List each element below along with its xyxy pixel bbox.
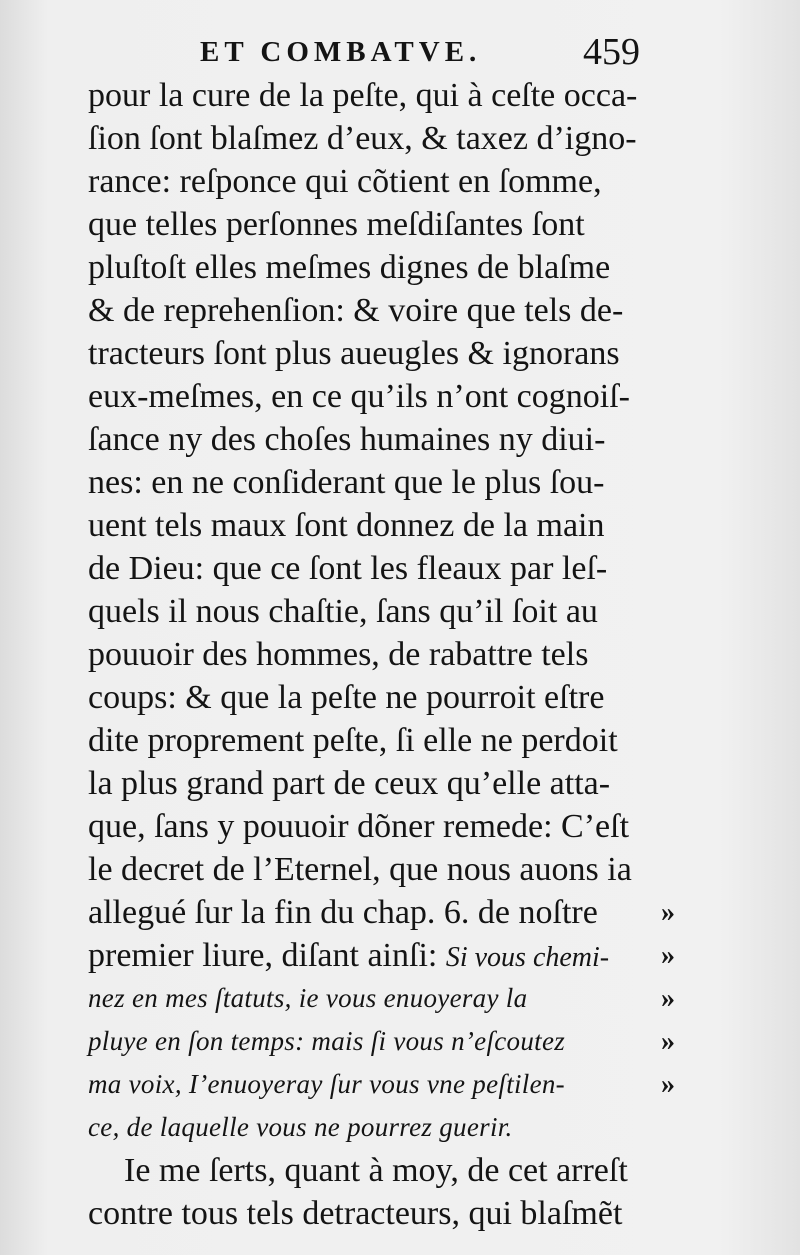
text-line: ſance ny des choſes humaines ny diui- xyxy=(88,421,606,458)
text-line: pluſtoſt elles meſmes dignes de blaſme xyxy=(88,249,611,286)
quote-start: Si vous chemi- xyxy=(445,942,610,973)
text-line: uent tels maux ſont donnez de la main xyxy=(88,507,605,544)
quote-mark: » xyxy=(661,897,675,928)
text-line: le decret de l’Eternel, que nous auons ia xyxy=(88,851,632,888)
text-line: contre tous tels detracteurs, qui blaſmẽt xyxy=(88,1195,623,1232)
text-line: ſion ſont blaſmez d’eux, & taxez d’igno- xyxy=(88,120,637,157)
quote-mark: » xyxy=(661,940,675,971)
page-number: 459 xyxy=(583,31,640,73)
text-line: & de reprehenſion: & voire que tels de- xyxy=(88,292,624,329)
text-line: rance: reſponce qui cõtient en ſomme, xyxy=(88,163,602,200)
quote-line: ma voix, I’enuoyeray ſur vous vne peſtilen- xyxy=(88,1069,565,1099)
quote-line: nez en mes ſtatuts, ie vous enuoyeray la xyxy=(88,983,528,1013)
text-line: nes: en ne conſiderant que le plus ſou- xyxy=(88,464,605,501)
text-line: que telles perſonnes meſdiſantes ſont xyxy=(88,206,585,243)
running-head: ET COMBATVE. xyxy=(200,36,482,68)
page-header xyxy=(200,30,640,80)
text-line: coups: & que la peſte ne pourroit eſtre xyxy=(88,679,605,716)
quote-intro: premier liure, diſant ainſi: xyxy=(88,937,438,974)
text-line: pour la cure de la peſte, qui à ceſte occa- xyxy=(88,77,638,114)
quote-marks xyxy=(648,891,688,1106)
text-line: la plus grand part de ceux qu’elle atta- xyxy=(88,765,611,802)
quote-line: ce, de laquelle vous ne pourrez guerir. xyxy=(88,1112,513,1142)
quote-mark: » xyxy=(661,1069,675,1100)
text-line: quels il nous chaſtie, ſans qu’il ſoit au xyxy=(88,593,598,630)
quote-intro-line xyxy=(88,934,648,977)
text-line: dite proprement peſte, ſi elle ne perdoit xyxy=(88,722,618,759)
text-line: eux-meſmes, en ce qu’ils n’ont cognoiſ- xyxy=(88,378,630,415)
text-line: de Dieu: que ce ſont les fleaux par leſ- xyxy=(88,550,608,587)
quote-mark: » xyxy=(661,983,675,1014)
quote-mark: » xyxy=(661,1026,675,1057)
text-line: pouuoir des hommes, de rabattre tels xyxy=(88,636,589,673)
text-line: allegué ſur la fin du chap. 6. de noſtre xyxy=(88,894,598,931)
text-line: que, ſans y pouuoir dõner remede: C’eſt xyxy=(88,808,630,845)
quote-line: pluye en ſon temps: mais ſi vous n’eſcoutez xyxy=(88,1026,566,1056)
text-line: tracteurs ſont plus aueugles & ignorans xyxy=(88,335,620,372)
body-text xyxy=(88,74,648,1235)
text-line: Ie me ſerts, quant à moy, de cet arreſt xyxy=(124,1152,628,1189)
